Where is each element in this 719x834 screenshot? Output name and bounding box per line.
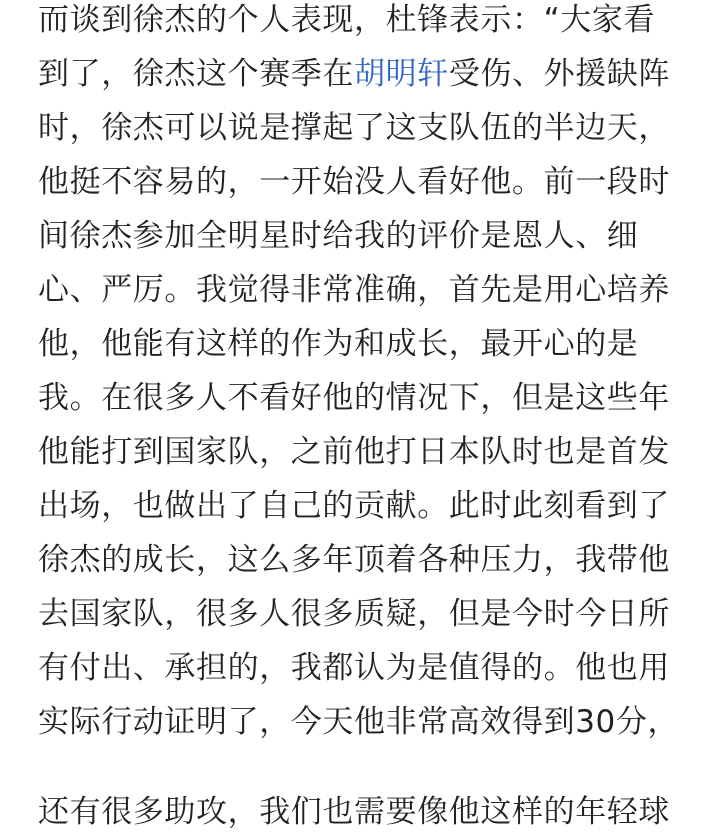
paragraph-line-8: 我。在很多人不看好他的情况下，但是这些年 [38,380,670,416]
paragraph-line-2-suffix: 受伤、外援缺阵 [448,56,671,92]
paragraph-line-9: 他能打到国家队，之前他打日本队时也是首发 [38,434,670,470]
player-link-hu-mingxuan[interactable]: 胡明轩 [354,56,449,92]
paragraph-line-2-prefix: 到了，徐杰这个赛季在 [38,56,354,92]
paragraph-line-1: 而谈到徐杰的个人表现，杜锋表示：“大家看 [38,2,656,38]
paragraph-line-5: 间徐杰参加全明星时给我的评价是恩人、细 [38,218,639,254]
paragraph-line-7: 他，他能有这样的作为和成长，最开心的是 [38,326,639,362]
paragraph-line-15-partial: 还有很多助攻，我们也需要像他这样的年轻球 [38,794,670,830]
paragraph-line-12: 去国家队，很多人很多质疑，但是今时今日所 [38,596,670,632]
paragraph-line-6: 心、严厉。我觉得非常准确，首先是用心培养 [38,272,670,308]
paragraph-line-11: 徐杰的成长，这么多年顶着各种压力，我带他 [38,542,670,578]
paragraph-line-10: 出场，也做出了自己的贡献。此时此刻看到了 [38,488,670,524]
paragraph-line-13: 有付出、承担的，我都认为是值得的。他也用 [38,650,670,686]
paragraph-line-14: 实际行动证明了，今天他非常高效得到30分， [38,704,680,740]
paragraph-line-3: 时，徐杰可以说是撑起了这支队伍的半边天， [38,110,670,146]
paragraph-line-4: 他挺不容易的，一开始没人看好他。前一段时 [38,164,670,200]
paragraph-line-2 [38,52,670,96]
